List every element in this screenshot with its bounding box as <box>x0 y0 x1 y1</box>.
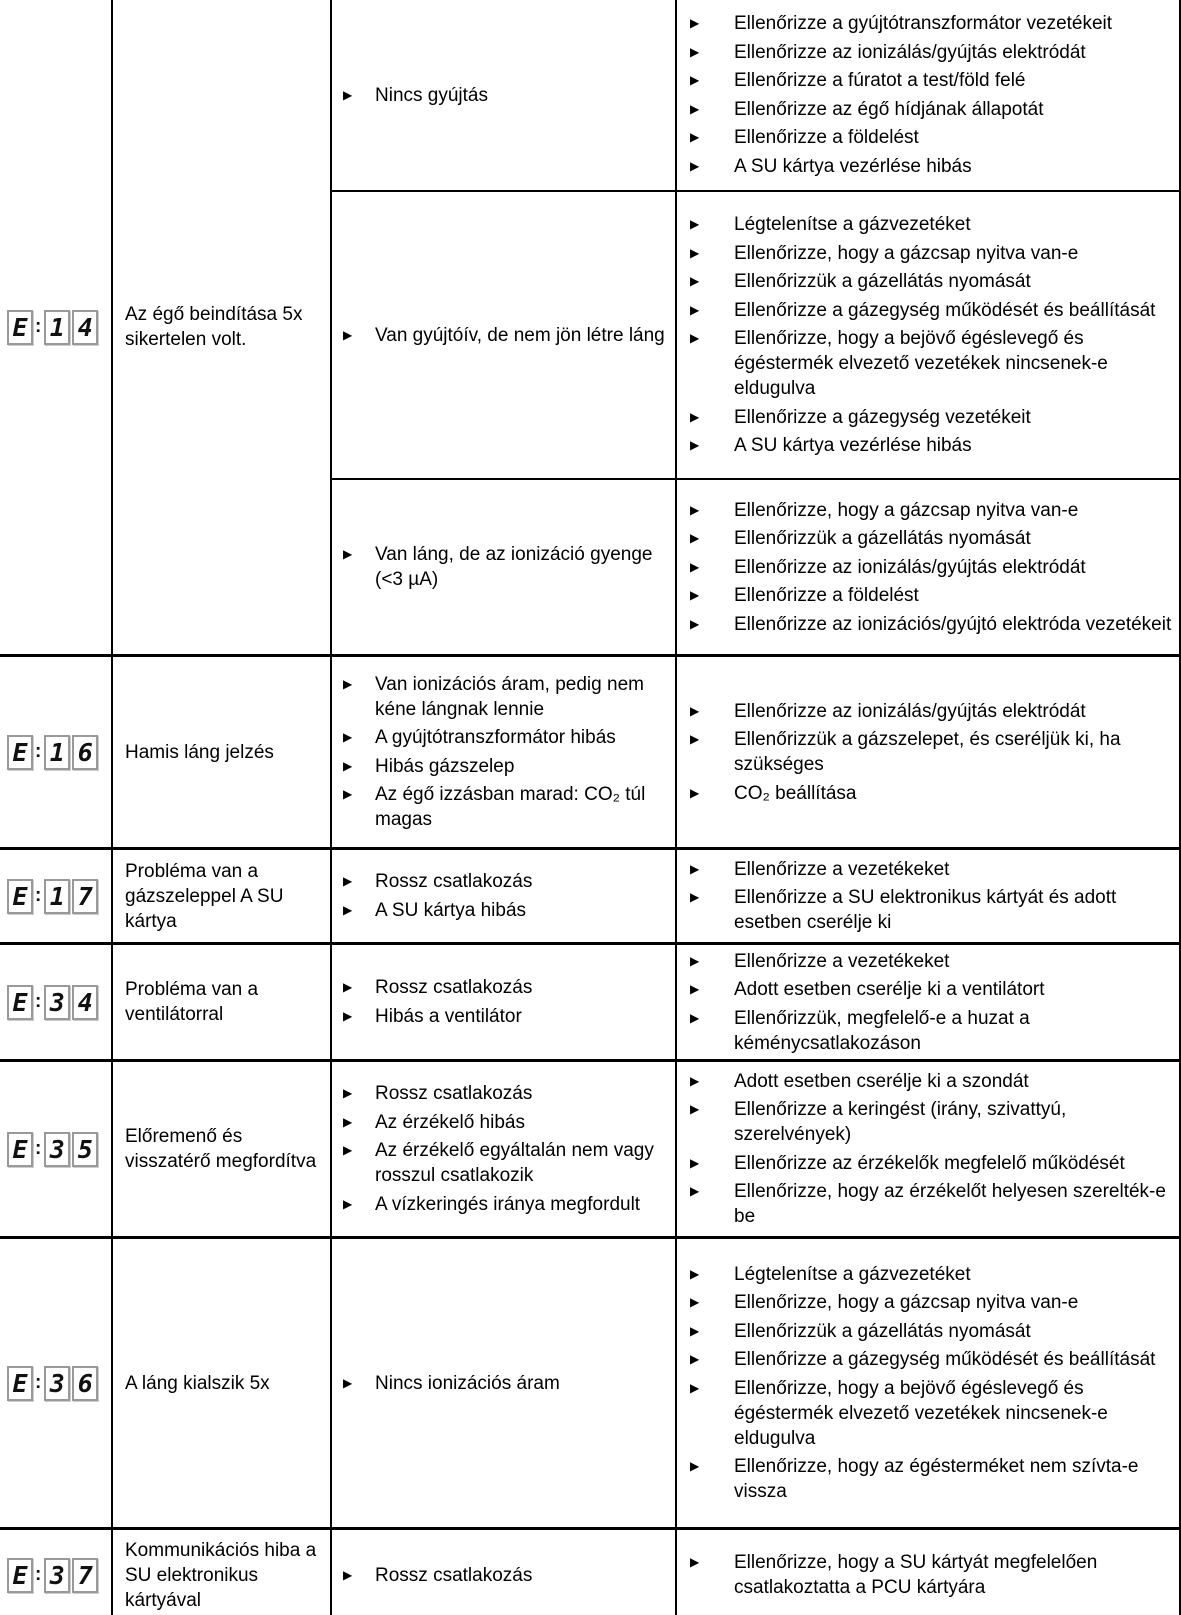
error-description-cell <box>113 1062 332 1236</box>
cause-solution-group <box>332 1239 1179 1527</box>
solution-cell <box>677 850 1179 942</box>
cause-item <box>332 1081 675 1106</box>
subrow-list <box>332 1239 1179 1527</box>
cause-item <box>332 323 675 348</box>
solution-item <box>677 1454 1179 1504</box>
cause-text: Hibás gázszelep <box>375 755 515 777</box>
cause-list <box>332 79 675 111</box>
code-separator: : <box>35 885 42 906</box>
solution-text: Ellenőrizze a földelést <box>734 585 919 606</box>
solution-item <box>677 555 1179 580</box>
code-separator: : <box>35 741 42 762</box>
error-code-cell <box>0 1530 113 1615</box>
triangle-bullet-icon: ▶ <box>343 758 353 773</box>
error-description-text: Probléma van a gázszeleppel A SU kártya <box>125 860 284 932</box>
solution-text: A SU kártya vezérlése hibás <box>734 435 972 456</box>
triangle-bullet-icon: ▶ <box>343 87 353 102</box>
cause-solution-subrow <box>332 1062 1179 1236</box>
triangle-bullet-icon: ▶ <box>343 1114 353 1129</box>
triangle-bullet-icon: ▶ <box>343 327 353 342</box>
cause-cell <box>332 1239 677 1527</box>
solution-item <box>677 526 1179 551</box>
solution-text: A SU kártya vezérlése hibás <box>734 155 972 177</box>
triangle-bullet-icon: ▶ <box>690 438 700 452</box>
solution-text: Ellenőrizze, hogy a SU kártyát megfelelően csatlakoztatta a PCU kártyára <box>734 1552 1098 1598</box>
seven-segment-char: E <box>7 879 33 914</box>
cause-solution-subrow <box>332 478 1179 654</box>
cause-text: Rossz csatlakozás <box>375 871 533 893</box>
triangle-bullet-icon: ▶ <box>690 953 700 968</box>
triangle-bullet-icon: ▶ <box>690 861 700 876</box>
cause-solution-group <box>332 657 1179 847</box>
error-description-text: Probléma van a ventilátorral <box>125 979 259 1025</box>
cause-text: Van ionizációs áram, pedig nem kéne lángnak lennie <box>375 673 644 720</box>
solution-text: Ellenőrizze a vezetékeket <box>734 858 950 880</box>
solution-text: Ellenőrizze a keringést (irány, szivattyú, szerelvények) <box>734 1099 1067 1146</box>
error-code-cell <box>0 657 113 847</box>
cause-solution-subrow <box>332 190 1179 478</box>
cause-item <box>332 898 675 923</box>
cause-item <box>332 1110 675 1135</box>
cause-cell <box>332 657 677 847</box>
code-separator: : <box>35 991 42 1012</box>
cause-list <box>332 539 675 596</box>
seven-segment-display <box>7 1132 98 1167</box>
solution-cell <box>677 0 1179 190</box>
triangle-bullet-icon: ▶ <box>690 302 700 317</box>
solution-text: CO₂ beállítása <box>734 782 857 804</box>
triangle-bullet-icon: ▶ <box>343 1086 353 1101</box>
solution-text: Ellenőrizze, hogy az égésterméket nem szívta-e vissza <box>734 1456 1139 1503</box>
cause-solution-group <box>332 1530 1179 1615</box>
error-description-cell <box>113 657 332 847</box>
solution-item <box>677 1376 1179 1451</box>
error-description-cell <box>113 1530 332 1615</box>
error-description-cell <box>113 0 332 654</box>
solution-list <box>677 494 1179 640</box>
solution-item <box>677 1262 1179 1287</box>
cause-item <box>332 1563 675 1588</box>
solution-text: Adott esetben cserélje ki a szondát <box>734 1070 1029 1092</box>
error-description-cell <box>113 1239 332 1527</box>
cause-text: Van gyújtóív, de nem jön létre láng <box>375 324 665 346</box>
triangle-bullet-icon: ▶ <box>343 1567 353 1582</box>
solution-text: Ellenőrizze, hogy a bejövő égéslevegő és égéstermék elvezető vezetékek nincsenek-e eldugulva <box>734 328 1108 399</box>
seven-segment-char: E <box>7 310 33 345</box>
solution-text: Ellenőrizze, hogy a gázcsap nyitva van-e <box>734 499 1079 521</box>
code-digits <box>44 879 98 914</box>
solution-text: Ellenőrizze, hogy a bejövő égéslevegő és égéstermék elvezető vezetékek nincsenek-e eldugulva <box>734 1377 1108 1449</box>
solution-text: Ellenőrizze az ionizálás/gyújtás elektródát <box>734 556 1086 578</box>
solution-text: Ellenőrizze a gázegység vezetékeit <box>734 406 1031 428</box>
triangle-bullet-icon: ▶ <box>690 616 700 631</box>
cause-text: Az érzékelő egyáltalán nem vagy rosszul csatlakozik <box>375 1140 654 1187</box>
solution-list <box>677 1065 1179 1233</box>
cause-item <box>332 1004 675 1029</box>
solution-item <box>677 977 1179 1002</box>
solution-item <box>677 298 1179 323</box>
triangle-bullet-icon: ▶ <box>690 1459 700 1474</box>
subrow-list <box>332 1062 1179 1236</box>
cause-text: Rossz csatlakozás <box>375 1083 533 1105</box>
triangle-bullet-icon: ▶ <box>343 1143 353 1158</box>
solution-item <box>677 1347 1179 1372</box>
cause-solution-group <box>332 850 1179 942</box>
error-description-text: Előremenő és visszatérő megfordítva <box>125 1126 317 1172</box>
triangle-bullet-icon: ▶ <box>690 44 700 59</box>
triangle-bullet-icon: ▶ <box>343 1375 353 1390</box>
cause-solution-subrow <box>332 1530 1179 1615</box>
subrow-list <box>332 850 1179 942</box>
solution-item <box>677 433 1179 458</box>
subrow-list <box>332 0 1179 654</box>
cause-list <box>332 972 675 1033</box>
cause-solution-group <box>332 1062 1179 1236</box>
solution-text: Ellenőrizze a fúratot a test/föld felé <box>734 70 1026 92</box>
cause-list <box>332 319 675 351</box>
solution-item <box>677 857 1179 882</box>
solution-text: Ellenőrizze a gázegység működését és beállítását <box>734 1349 1156 1371</box>
cause-solution-subrow <box>332 945 1179 1059</box>
solution-text: Ellenőrizze, hogy az érzékelőt helyesen szerelték-e be <box>734 1181 1166 1228</box>
triangle-bullet-icon: ▶ <box>690 130 700 145</box>
seven-segment-char: 3 <box>44 1132 70 1167</box>
solution-list <box>677 853 1179 939</box>
cause-cell <box>332 192 677 478</box>
code-separator: : <box>35 1372 42 1393</box>
cause-text: Van láng, de az ionizáció gyenge (<3 µA) <box>375 544 653 590</box>
solution-item <box>677 1319 1179 1344</box>
solution-item <box>677 212 1179 237</box>
cause-text: A vízkeringés iránya megfordult <box>375 1193 641 1215</box>
solution-text: Ellenőrizze a SU elektronikus kártyát és adott esetben cserélje ki <box>734 887 1117 934</box>
triangle-bullet-icon: ▶ <box>343 787 353 802</box>
solution-item <box>677 583 1179 608</box>
triangle-bullet-icon: ▶ <box>690 890 700 905</box>
triangle-bullet-icon: ▶ <box>690 703 700 718</box>
code-separator: : <box>35 316 42 337</box>
cause-item <box>332 725 675 750</box>
solution-list <box>677 1547 1179 1604</box>
solution-text: Ellenőrizze az érzékelők megfelelő működését <box>734 1152 1125 1174</box>
solution-item <box>677 269 1179 294</box>
solution-item <box>677 612 1179 637</box>
solution-cell <box>677 945 1179 1059</box>
seven-segment-char: E <box>7 735 33 770</box>
triangle-bullet-icon: ▶ <box>690 588 700 602</box>
solution-text: Ellenőrizzük, megfelelő-e a huzat a kéménycsatlakozáson <box>734 1007 1030 1054</box>
solution-item <box>677 97 1179 122</box>
cause-cell <box>332 0 677 190</box>
triangle-bullet-icon: ▶ <box>690 101 700 116</box>
triangle-bullet-icon: ▶ <box>690 1323 700 1338</box>
triangle-bullet-icon: ▶ <box>690 245 700 260</box>
error-code-cell <box>0 1239 113 1527</box>
code-digits <box>44 310 98 345</box>
table-row <box>0 847 1179 942</box>
error-description-cell <box>113 945 332 1059</box>
triangle-bullet-icon: ▶ <box>690 982 700 996</box>
seven-segment-display <box>7 985 98 1020</box>
cause-cell <box>332 480 677 654</box>
solution-item <box>677 498 1179 523</box>
solution-text: Ellenőrizzük a gázellátás nyomását <box>734 528 1031 549</box>
solution-item <box>677 125 1179 150</box>
solution-text: Ellenőrizzük a gázellátás nyomását <box>734 271 1031 292</box>
solution-list <box>677 695 1179 809</box>
cause-list <box>332 1559 675 1591</box>
error-description-text: Kommunikációs hiba a SU elektronikus kártyával <box>125 1539 317 1611</box>
error-description-text: Az égő beindítása 5x sikertelen volt. <box>125 304 303 350</box>
cause-solution-subrow <box>332 1239 1179 1527</box>
code-digits <box>44 1366 98 1401</box>
error-code-cell <box>0 0 113 654</box>
cause-text: A gyújtótranszformátor hibás <box>375 727 616 749</box>
solution-cell <box>677 1239 1179 1527</box>
subrow-list <box>332 657 1179 847</box>
triangle-bullet-icon: ▶ <box>690 1555 700 1569</box>
seven-segment-char: E <box>7 1132 33 1167</box>
solution-item <box>677 1290 1179 1315</box>
triangle-bullet-icon: ▶ <box>343 902 353 917</box>
seven-segment-char: 1 <box>44 735 70 770</box>
solution-text: Ellenőrizze az ionizációs/gyújtó elektróda vezetékeit <box>734 613 1172 635</box>
solution-text: Ellenőrizzük a gázszelepet, és cseréljük ki, ha szükséges <box>734 729 1121 775</box>
cause-item <box>332 672 675 722</box>
error-code-cell <box>0 1062 113 1236</box>
seven-segment-display <box>7 879 98 914</box>
code-separator: : <box>35 1564 42 1585</box>
seven-segment-char: 7 <box>72 1558 98 1593</box>
cause-item <box>332 975 675 1000</box>
cause-text: Nincs gyújtás <box>375 84 488 106</box>
solution-item <box>677 405 1179 430</box>
seven-segment-display <box>7 1558 98 1593</box>
solution-list <box>677 1258 1179 1508</box>
triangle-bullet-icon: ▶ <box>690 217 700 231</box>
table-row <box>0 1236 1179 1527</box>
solution-item <box>677 885 1179 935</box>
cause-solution-subrow <box>332 657 1179 847</box>
cause-list <box>332 1367 675 1399</box>
triangle-bullet-icon: ▶ <box>690 1352 700 1367</box>
solution-text: Ellenőrizze a gázegység működését és beállítását <box>734 299 1156 321</box>
triangle-bullet-icon: ▶ <box>690 1155 700 1170</box>
cause-list <box>332 1078 675 1221</box>
seven-segment-char: 3 <box>44 1366 70 1401</box>
cause-cell <box>332 945 677 1059</box>
error-description-text: A láng kialszik 5x <box>125 1372 270 1394</box>
solution-item <box>677 699 1179 724</box>
solution-text: Adott esetben cserélje ki a ventilátort <box>734 979 1045 1000</box>
cause-list <box>332 866 675 927</box>
solution-list <box>677 945 1179 1059</box>
cause-item <box>332 1192 675 1217</box>
seven-segment-char: 6 <box>72 735 98 770</box>
cause-solution-subrow <box>332 850 1179 942</box>
solution-item <box>677 1006 1179 1056</box>
solution-cell <box>677 657 1179 847</box>
cause-solution-group <box>332 945 1179 1059</box>
triangle-bullet-icon: ▶ <box>343 1196 353 1211</box>
triangle-bullet-icon: ▶ <box>690 502 700 517</box>
code-digits <box>44 1132 98 1167</box>
triangle-bullet-icon: ▶ <box>690 1380 700 1395</box>
cause-cell <box>332 850 677 942</box>
cause-text: Rossz csatlakozás <box>375 1564 533 1586</box>
solution-text: Ellenőrizze az ionizálás/gyújtás elektródát <box>734 700 1086 722</box>
cause-text: Hibás a ventilátor <box>375 1005 522 1027</box>
triangle-bullet-icon: ▶ <box>690 1102 700 1117</box>
triangle-bullet-icon: ▶ <box>343 980 353 995</box>
triangle-bullet-icon: ▶ <box>690 158 700 173</box>
error-description-cell <box>113 850 332 942</box>
solution-item <box>677 1097 1179 1147</box>
cause-item <box>332 869 675 894</box>
seven-segment-char: 3 <box>44 985 70 1020</box>
triangle-bullet-icon: ▶ <box>690 559 700 574</box>
solution-item <box>677 1179 1179 1229</box>
triangle-bullet-icon: ▶ <box>343 676 353 691</box>
solution-item <box>677 68 1179 93</box>
triangle-bullet-icon: ▶ <box>690 1010 700 1025</box>
solution-text: Légtelenítse a gázvezetéket <box>734 1263 971 1285</box>
solution-text: Ellenőrizze a földelést <box>734 127 919 149</box>
cause-solution-subrow <box>332 0 1179 190</box>
subrow-list <box>332 1530 1179 1615</box>
code-separator: : <box>35 1138 42 1159</box>
triangle-bullet-icon: ▶ <box>690 331 700 345</box>
error-code-cell <box>0 850 113 942</box>
triangle-bullet-icon: ▶ <box>690 1295 700 1310</box>
cause-text: Rossz csatlakozás <box>375 977 533 999</box>
triangle-bullet-icon: ▶ <box>690 1073 700 1088</box>
error-description-text: Hamis láng jelzés <box>125 741 274 763</box>
seven-segment-char: 7 <box>72 879 98 914</box>
triangle-bullet-icon: ▶ <box>690 785 700 800</box>
cause-item <box>332 542 675 592</box>
table-row <box>0 1059 1179 1236</box>
seven-segment-char: 3 <box>44 1558 70 1593</box>
triangle-bullet-icon: ▶ <box>690 1266 700 1281</box>
seven-segment-char: 4 <box>72 985 98 1020</box>
cause-cell <box>332 1062 677 1236</box>
cause-text: Az érzékelő hibás <box>375 1111 525 1133</box>
solution-text: Légtelenítse a gázvezetéket <box>734 214 971 235</box>
subrow-list <box>332 945 1179 1059</box>
solution-text: Ellenőrizze az ionizálás/gyújtás elektródát <box>734 41 1086 63</box>
table-row <box>0 654 1179 847</box>
solution-item <box>677 241 1179 266</box>
cause-list <box>332 668 675 836</box>
solution-item <box>677 11 1179 36</box>
triangle-bullet-icon: ▶ <box>690 16 700 31</box>
cause-text: A SU kártya hibás <box>375 899 527 921</box>
triangle-bullet-icon: ▶ <box>690 732 700 746</box>
seven-segment-display <box>7 310 98 345</box>
seven-segment-char: 1 <box>44 879 70 914</box>
solution-item <box>677 1550 1179 1600</box>
cause-cell <box>332 1530 677 1615</box>
solution-text: Ellenőrizze az égő hídjának állapotát <box>734 98 1044 120</box>
solution-cell <box>677 1062 1179 1236</box>
solution-cell <box>677 480 1179 654</box>
triangle-bullet-icon: ▶ <box>343 1008 353 1023</box>
seven-segment-char: E <box>7 985 33 1020</box>
solution-item <box>677 1151 1179 1176</box>
triangle-bullet-icon: ▶ <box>690 409 700 424</box>
cause-text: Nincs ionizációs áram <box>375 1372 560 1394</box>
solution-item <box>677 949 1179 974</box>
table-row <box>0 0 1179 654</box>
triangle-bullet-icon: ▶ <box>690 274 700 288</box>
solution-item <box>677 781 1179 806</box>
triangle-bullet-icon: ▶ <box>690 1184 700 1199</box>
solution-cell <box>677 192 1179 478</box>
solution-item <box>677 154 1179 179</box>
error-code-cell <box>0 945 113 1059</box>
solution-list <box>677 209 1179 462</box>
seven-segment-char: 5 <box>72 1132 98 1167</box>
code-digits <box>44 735 98 770</box>
code-digits <box>44 1558 98 1593</box>
solution-text: Ellenőrizze, hogy a gázcsap nyitva van-e <box>734 1292 1079 1314</box>
solution-item <box>677 326 1179 401</box>
solution-text: Ellenőrizze a gyújtótranszformátor vezetékeit <box>734 13 1113 35</box>
solution-text: Ellenőrizze, hogy a gázcsap nyitva van-e <box>734 242 1079 264</box>
solution-item <box>677 40 1179 65</box>
solution-text: Ellenőrizzük a gázellátás nyomását <box>734 1320 1031 1342</box>
cause-item <box>332 754 675 779</box>
cause-text: Az égő izzásban marad: CO₂ túl magas <box>375 784 646 831</box>
solution-item <box>677 727 1179 777</box>
cause-item <box>332 782 675 832</box>
seven-segment-char: 6 <box>72 1366 98 1401</box>
triangle-bullet-icon: ▶ <box>690 73 700 88</box>
cause-item <box>332 1371 675 1396</box>
solution-list <box>677 8 1179 183</box>
seven-segment-display <box>7 1366 98 1401</box>
triangle-bullet-icon: ▶ <box>343 547 353 561</box>
seven-segment-char: 1 <box>44 310 70 345</box>
table-row <box>0 1527 1179 1615</box>
cause-solution-group <box>332 0 1179 654</box>
solution-item <box>677 1069 1179 1094</box>
seven-segment-char: E <box>7 1558 33 1593</box>
seven-segment-char: 4 <box>72 310 98 345</box>
cause-item <box>332 83 675 108</box>
triangle-bullet-icon: ▶ <box>343 874 353 889</box>
code-digits <box>44 985 98 1020</box>
table-row <box>0 942 1179 1059</box>
seven-segment-char: E <box>7 1366 33 1401</box>
triangle-bullet-icon: ▶ <box>690 531 700 545</box>
solution-cell <box>677 1530 1179 1615</box>
cause-item <box>332 1138 675 1188</box>
seven-segment-display <box>7 735 98 770</box>
solution-text: Ellenőrizze a vezetékeket <box>734 950 950 972</box>
triangle-bullet-icon: ▶ <box>343 730 353 745</box>
